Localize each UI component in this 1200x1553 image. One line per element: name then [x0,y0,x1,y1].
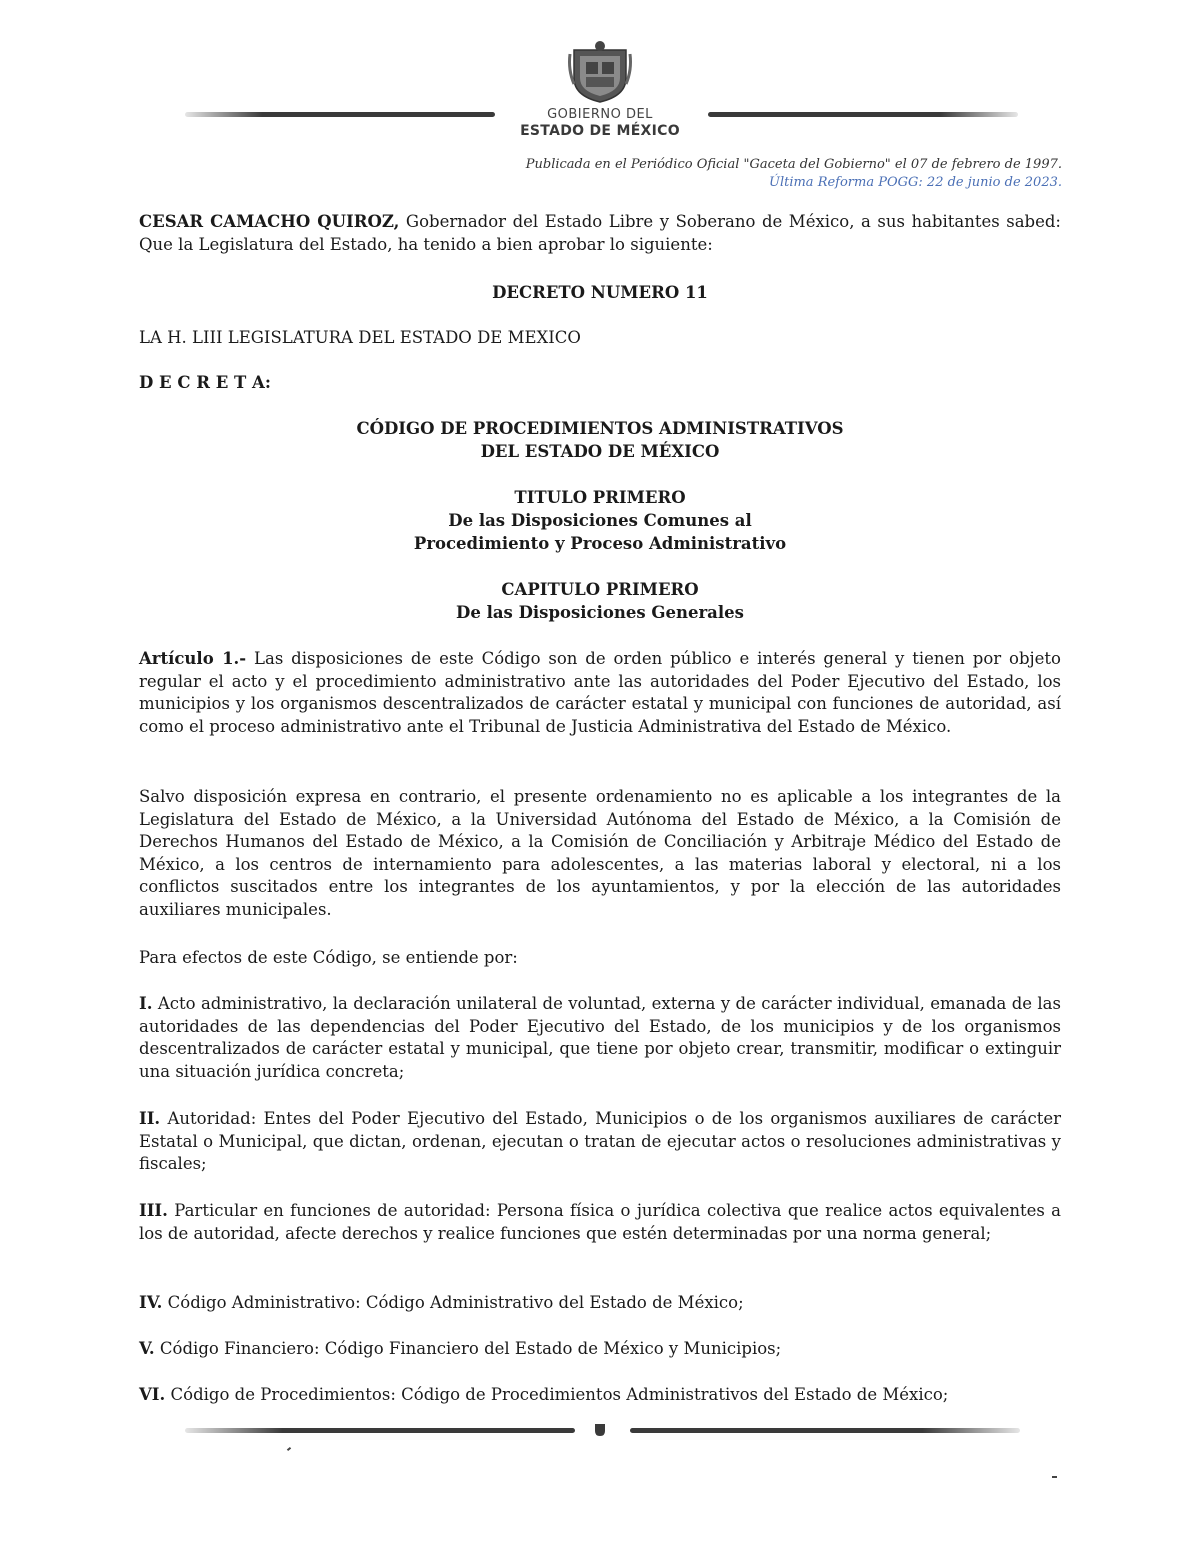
publication-note: Publicada en el Periódico Oficial "Gaceta del Gobierno" el 07 de febrero de 1997. [525,157,1062,172]
article-1-label: Artículo 1.- [139,649,247,668]
gov-name-line2: ESTADO DE MÉXICO [520,123,680,139]
item-text: Código de Procedimientos: Código de Procedimientos Administrativos del Estado de México; [165,1385,949,1404]
decreta-line: D E C R E T A: [139,373,271,392]
title-label: TITULO PRIMERO [514,488,686,507]
header-rule-left [185,112,495,117]
legislature-line: LA H. LIII LEGISLATURA DEL ESTADO DE MEXICO [139,328,581,347]
list-item [139,1108,1061,1176]
item-text: Acto administrativo, la declaración unilateral de voluntad, externa y de carácter individual, emanada de las autoridades de las dependencias del Poder Ejecutivo del Estado, de los municipios y de los organismos descentralizados de carácter estatal y municipal, que tiene por objeto crear, transmitir, modificar o extinguir una situación jurídica concreta; [139,994,1061,1081]
footer-mark [1052,1476,1057,1478]
footer-mark [287,1447,291,1451]
gov-name-line1: GOBIERNO DEL [547,107,653,122]
chapter-label: CAPITULO PRIMERO [501,580,699,599]
footer-rule-right [630,1428,1020,1433]
code-title-line1: CÓDIGO DE PROCEDIMIENTOS ADMINISTRATIVOS [356,419,844,438]
item-number: V. [139,1339,155,1358]
governor-name: CESAR CAMACHO QUIROZ, [139,212,400,231]
list-item [139,1292,1061,1315]
item-number: VI. [139,1385,166,1404]
list-item [139,993,1061,1083]
item-number: III. [139,1201,168,1220]
item-text: Código Administrativo: Código Administrativo del Estado de México; [162,1293,744,1312]
item-number: I. [139,994,153,1013]
article-1-text: Las disposiciones de este Código son de orden público e interés general y tienen por objeto regular el acto y el procedimiento administrativo ante las autoridades del Poder Ejecutivo del Estado, los municipios y los organismos descentralizados de carácter estatal y municipal con funciones de autoridad, así como el proceso administrativo ante el Tribunal de Justicia Administrativa del Estado de México. [139,649,1061,736]
item-text: Código Financiero: Código Financiero del Estado de México y Municipios; [154,1339,782,1358]
chapter-line1: De las Disposiciones Generales [456,603,744,622]
item-number: IV. [139,1293,163,1312]
title-line2: Procedimiento y Proceso Administrativo [413,534,787,553]
footer-ornament-icon [594,1423,606,1437]
last-reform-note: Última Reforma POGG: 22 de junio de 2023. [768,175,1062,190]
decree-title: DECRETO NUMERO 11 [492,283,708,302]
item-number: II. [139,1109,161,1128]
item-text: Particular en funciones de autoridad: Persona física o jurídica colectiva que realice actos equivalentes a los de autoridad, afecte derechos y realice funciones que estén determinadas por una norma general; [139,1201,1061,1243]
state-seal-icon [566,40,634,104]
item-text: Autoridad: Entes del Poder Ejecutivo del Estado, Municipios o de los organismos auxiliares de carácter Estatal o Municipal, que dictan, ordenan, ejecutan o tratan de ejecutar actos o resoluciones administrativas y fiscales; [139,1109,1061,1173]
header-rule-right [708,112,1018,117]
paragraph-2: Salvo disposición expresa en contrario, el presente ordenamiento no es aplicable a los integrantes de la Legislatura del Estado de México, a la Universidad Autónoma del Estado de México, a la Comisión de Derechos Humanos del Estado de México, a la Comisión de Conciliación y Arbitraje Médico del Estado de México, a los centros de internamiento para adolescentes, a las materias laboral y electoral, ni a los conflictos suscitados entre los integrantes de los ayuntamientos, y por la elección de las autoridades auxiliares municipales. [139,787,1061,919]
footer-rule-left [185,1428,575,1433]
list-item [139,1200,1061,1245]
intro-text: Gobernador del Estado Libre y Soberano de México, a sus habitantes sabed: Que la Legislatura del Estado, ha tenido a bien aprobar lo siguiente: [139,212,1061,254]
article-1-paragraph [139,648,1061,738]
intro-paragraph [139,211,1061,256]
paragraph-3: Para efectos de este Código, se entiende por: [139,948,518,967]
title-line1: De las Disposiciones Comunes al [448,511,752,530]
list-item [139,1384,1061,1407]
code-title-line2: DEL ESTADO DE MÉXICO [480,442,720,461]
list-item [139,1338,1061,1361]
